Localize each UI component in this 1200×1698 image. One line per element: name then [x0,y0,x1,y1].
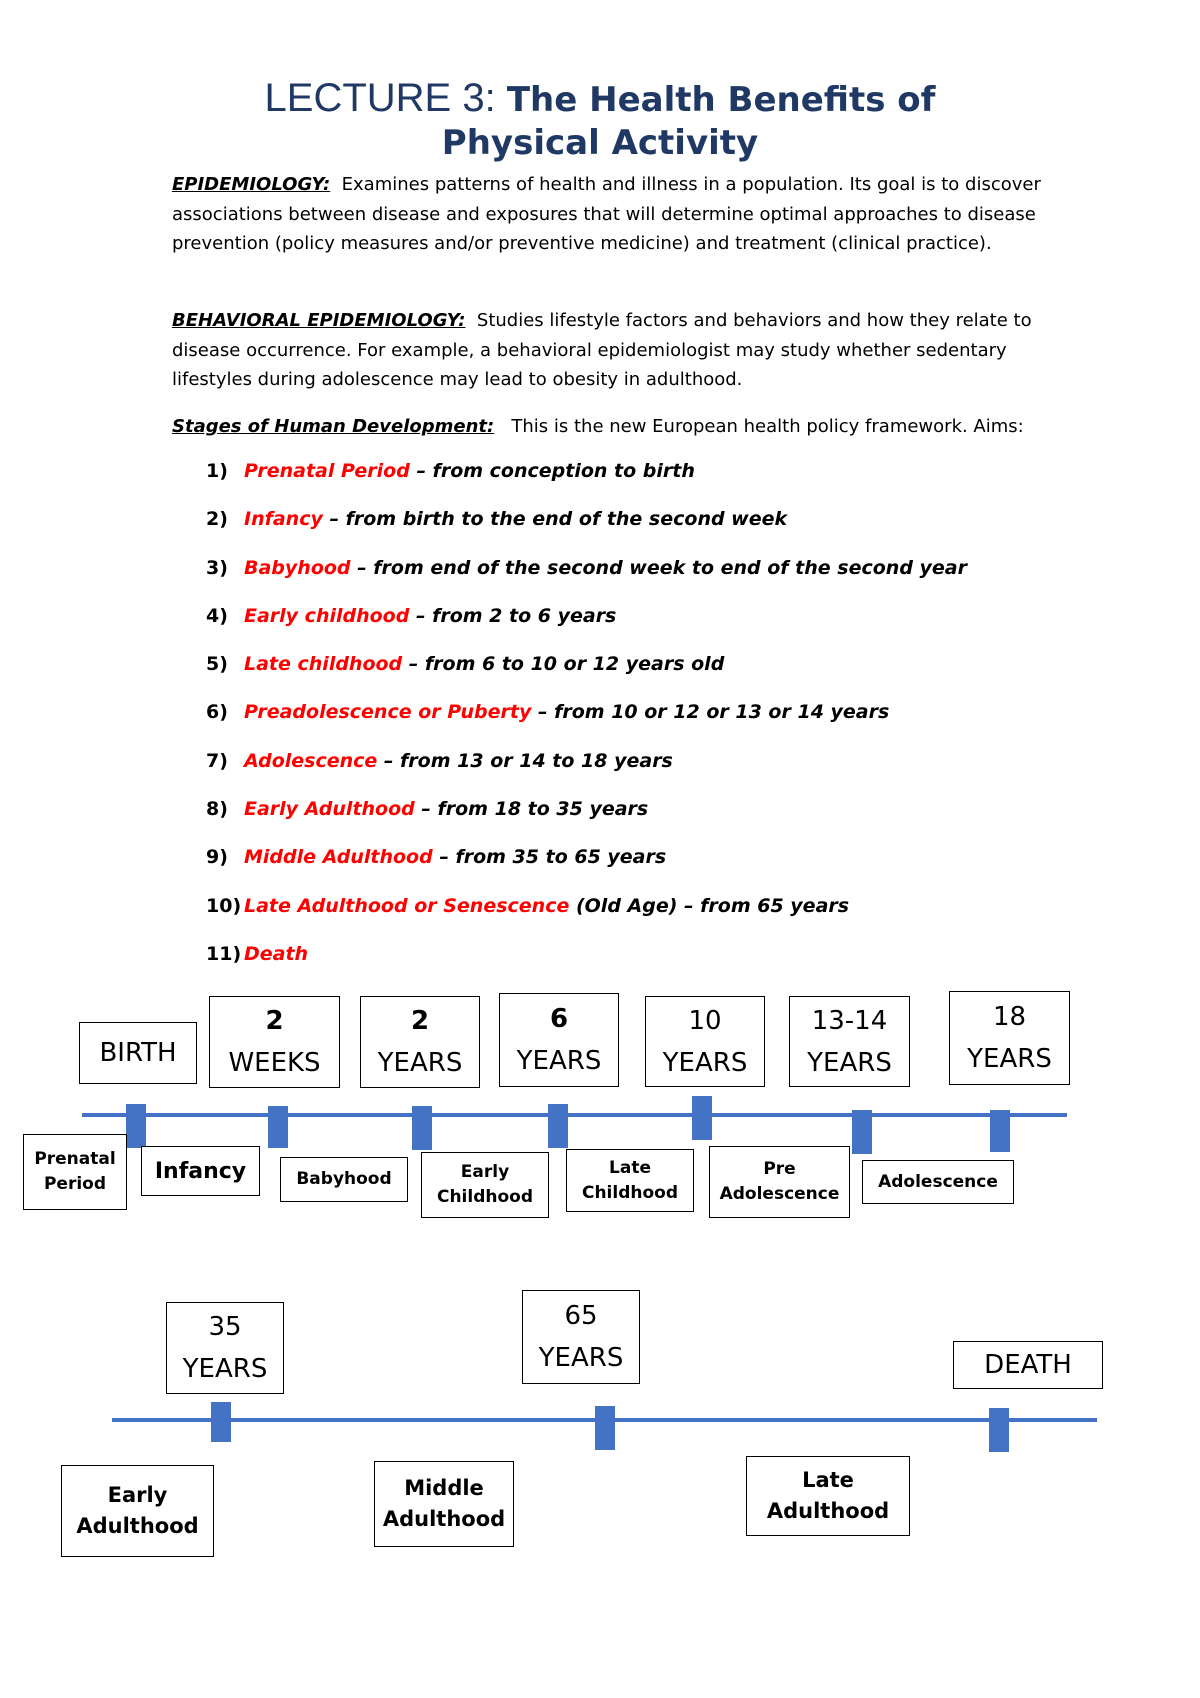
stage-description: (Old Age) – from 65 years [569,894,850,917]
age-box-2-weeks [209,996,340,1088]
timeline-2-tick [595,1406,615,1450]
stage-box-babyhood [280,1157,408,1202]
stage-label: Pre [763,1159,796,1179]
stage-description: – from end of the second week to end of the second year [350,556,968,579]
stage-box-prenatal [23,1134,127,1210]
age-label: DEATH [984,1350,1072,1380]
page-title-line1 [0,74,1200,124]
stage-number: 5) [206,653,228,676]
timeline-1-tick [268,1106,288,1148]
stage-number: 4) [206,604,228,627]
age-unit: YEARS [662,1047,748,1078]
behavioral-text: Studies lifestyle factors and behaviors and how they relate to disease occurrence. For example, a behavioral epidemiologist may study whether sedentary lifestyles during adolescence may lead to obesity in adulthood. [172,310,1032,390]
stage-term: Adolescence [244,749,378,772]
age-box-6-years [499,993,619,1087]
stage-label: Infancy [154,1158,247,1184]
stage-description: – from 10 or 12 or 13 or 14 years [531,701,890,724]
epidemiology-heading: EPIDEMIOLOGY: [172,174,331,195]
timeline-1-tick [692,1096,712,1140]
age-unit: YEARS [182,1354,268,1384]
age-number: 35 [208,1312,242,1342]
stage-list-item [206,746,967,794]
stage-box-middle-adulthood [374,1461,514,1547]
timeline-2-tick [211,1402,231,1442]
age-box-35-years [166,1302,284,1394]
stage-label: Adolescence [719,1184,840,1204]
stage-label: Adulthood [382,1507,506,1531]
stage-list-item [206,891,967,939]
stage-description: – from 18 to 35 years [414,798,649,821]
stage-label: Early [460,1162,510,1182]
stage-term: Death [244,942,309,965]
timeline-1-tick [852,1110,872,1154]
stages-heading: Stages of Human Development: [172,416,495,437]
stage-list-item [206,456,967,504]
stage-list-item [206,842,967,890]
stage-number: 3) [206,556,228,579]
age-number: 65 [564,1301,598,1331]
stage-number: 1) [206,460,228,482]
age-unit: WEEKS [228,1048,321,1078]
age-number: 6 [549,1004,569,1034]
stage-list-item [206,649,967,697]
stage-label: Prenatal [34,1149,116,1169]
stage-description: – from 35 to 65 years [432,846,667,869]
age-number: 18 [992,1002,1027,1032]
stage-number: 9) [206,846,228,869]
age-unit: YEARS [516,1046,602,1076]
stage-box-late-childhood [566,1149,694,1212]
age-unit: YEARS [807,1047,892,1078]
age-number: 2 [410,1006,430,1036]
stage-label: Late [802,1468,854,1492]
stage-term: Prenatal Period [244,460,410,482]
lecture-label: LECTURE 3: [264,76,496,120]
timeline-1-tick [990,1110,1010,1152]
stage-term: Late Adulthood or Senescence [244,894,570,917]
age-label: BIRTH [99,1038,177,1068]
stage-label: Period [43,1174,107,1194]
stage-list-item [206,697,967,745]
age-unit: YEARS [538,1343,624,1373]
stages-list [206,456,967,987]
title-main-2: Physical Activity [441,123,759,163]
stage-term: Early Adulthood [244,798,415,821]
stage-description: – from 13 or 14 to 18 years [377,749,673,772]
age-number: 2 [265,1006,284,1036]
stage-number: 2) [206,508,228,531]
stage-label: Late [609,1157,651,1178]
stage-label: Adolescence [878,1171,998,1192]
timeline-1-tick [548,1104,568,1148]
stage-label: Early [107,1483,168,1507]
age-unit: YEARS [377,1048,463,1078]
timeline-1-tick [126,1104,146,1148]
stage-label: Adulthood [766,1499,890,1523]
stage-box-early-childhood [421,1152,549,1218]
stage-description: – from 6 to 10 or 12 years old [402,653,725,676]
stages-text: This is the new European health policy framework. Aims: [511,416,1024,437]
stage-list-item [206,553,967,601]
stage-description: – from birth to the end of the second week [322,508,788,531]
stage-number: 10) [206,894,242,917]
stage-list-item [206,601,967,649]
title-main-1: The Health Benefits of [506,80,936,120]
age-box-death [953,1341,1103,1389]
age-box-13-14-years [789,996,910,1087]
stage-label: Childhood [436,1187,534,1207]
age-box-10-years [645,996,765,1087]
stage-number: 6) [206,701,228,724]
timeline-1-line [82,1113,1067,1117]
stage-term: Infancy [244,508,323,531]
stages-paragraph [172,412,1052,442]
behavioral-heading: BEHAVIORAL EPIDEMIOLOGY: [172,310,466,331]
age-box-2-years [360,996,480,1088]
stage-number: 7) [206,749,228,772]
epidemiology-text: Examines patterns of health and illness in a population. Its goal is to discover associations between disease and exposures that will determine optimal approaches to disease prevention (policy measures and/or preventive medicine) and treatment (clinical practice). [172,174,1041,254]
stage-term: Middle Adulthood [244,846,433,869]
stage-label: Babyhood [296,1169,392,1189]
age-box-18-years [949,991,1070,1085]
timeline-1-tick [412,1106,432,1150]
stage-label: Childhood [581,1182,679,1203]
stage-list-item [206,939,967,987]
stage-list-item [206,504,967,552]
stage-description: – from conception to birth [409,460,695,482]
stage-box-pre-adolescence [709,1146,850,1218]
stage-box-infancy [141,1146,260,1196]
stage-term: Early childhood [244,604,410,627]
age-box-65-years [522,1290,640,1384]
age-unit: YEARS [967,1044,1052,1074]
age-box-birth [79,1022,197,1084]
stage-term: Late childhood [244,653,403,676]
stage-term: Babyhood [244,556,351,579]
stage-label: Middle [404,1476,484,1500]
stage-number: 8) [206,798,228,821]
stage-term: Preadolescence or Puberty [244,701,532,724]
stage-box-adolescence [862,1160,1014,1204]
stage-box-late-adulthood [746,1456,910,1536]
stage-description: – from 2 to 6 years [409,604,617,627]
stage-list-item [206,794,967,842]
stage-number: 11) [206,942,242,965]
timeline-2-tick [989,1408,1009,1452]
behavioral-paragraph [172,306,1052,395]
epidemiology-paragraph [172,170,1052,259]
age-number: 10 [688,1005,722,1036]
stage-box-early-adulthood [61,1465,214,1557]
stage-label: Adulthood [76,1514,199,1538]
age-number: 13-14 [811,1005,888,1036]
